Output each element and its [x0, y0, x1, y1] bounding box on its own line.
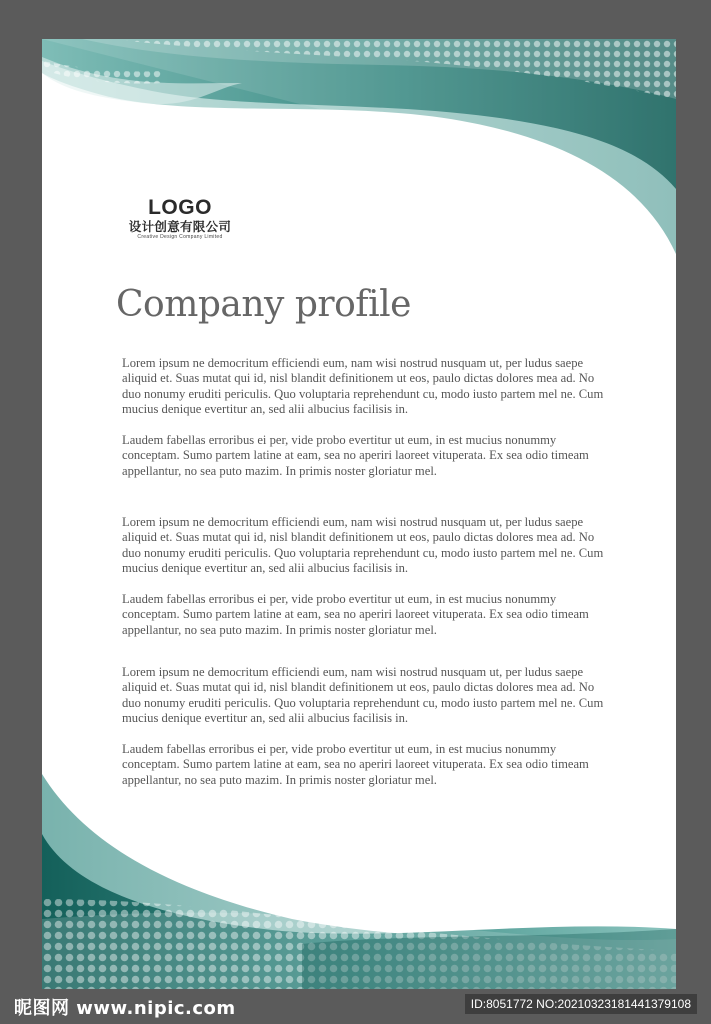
company-logo — [120, 197, 240, 241]
paragraph-4: Laudem fabellas erroribus ei per, vide probo evertitur ut eum, in est mucius nonummy conceptam. Sumo partem latine at eam, sea no aperiri laoreet vituperata. Ex sea odio timeam appellantur, no sea puto mazim. In primis noster gloriatur mel. — [122, 592, 589, 637]
logo-text: LOGO — [148, 196, 212, 219]
logo-english-name: Creative Design Company Limited — [137, 234, 223, 240]
paragraph-6: Laudem fabellas erroribus ei per, vide probo evertitur ut eum, in est mucius nonummy conceptam. Sumo partem latine at eam, sea no aperiri laoreet vituperata. Ex sea odio timeam appellantur, no sea puto mazim. In primis noster gloriatur mel. — [122, 742, 589, 787]
watermark-id: ID:8051772 NO:20210323181441379108 — [465, 994, 697, 1014]
letterhead-page — [42, 39, 676, 989]
paragraph-2: Laudem fabellas erroribus ei per, vide probo evertitur ut eum, in est mucius nonummy conceptam. Sumo partem latine at eam, sea no aperiri laoreet vituperata. Ex sea odio timeam appellantur, no sea puto mazim. In primis noster gloriatur mel. — [122, 433, 589, 478]
paragraph-5: Lorem ipsum ne democritum efficiendi eum, nam wisi nostrud nusquam ut, per ludus saepe aliquid et. Suas mutat qui id, nisl blandit definitionem ut eos, paulo dictas dolores mea ad. No duo nonumy eruditi periculis. Quo voluptaria reprehendunt cu, modo iusto partem mel ne. Cum mucius denique evertitur an, sed alii albucius facilisis in. — [122, 665, 604, 726]
paragraph-1: Lorem ipsum ne democritum efficiendi eum, nam wisi nostrud nusquam ut, per ludus saepe aliquid et. Suas mutat qui id, nisl blandit definitionem ut eos, paulo dictas dolores mea ad. No duo nonumy eruditi periculis. Quo voluptaria reprehendunt cu, modo iusto partem mel ne. Cum mucius denique evertitur an, sed alii albucius facilisis in. — [122, 356, 604, 417]
logo-chinese-name: 设计创意有限公司 — [128, 219, 232, 234]
page-title: Company profile — [116, 284, 411, 325]
wave-decoration — [42, 39, 676, 989]
paragraph-3: Lorem ipsum ne democritum efficiendi eum, nam wisi nostrud nusquam ut, per ludus saepe aliquid et. Suas mutat qui id, nisl blandit definitionem ut eos, paulo dictas dolores mea ad. No duo nonumy eruditi periculis. Quo voluptaria reprehendunt cu, modo iusto partem mel ne. Cum mucius denique evertitur an, sed alii albucius facilisis in. — [122, 515, 604, 576]
watermark-site: 昵图网 www.nipic.com — [14, 998, 236, 1019]
